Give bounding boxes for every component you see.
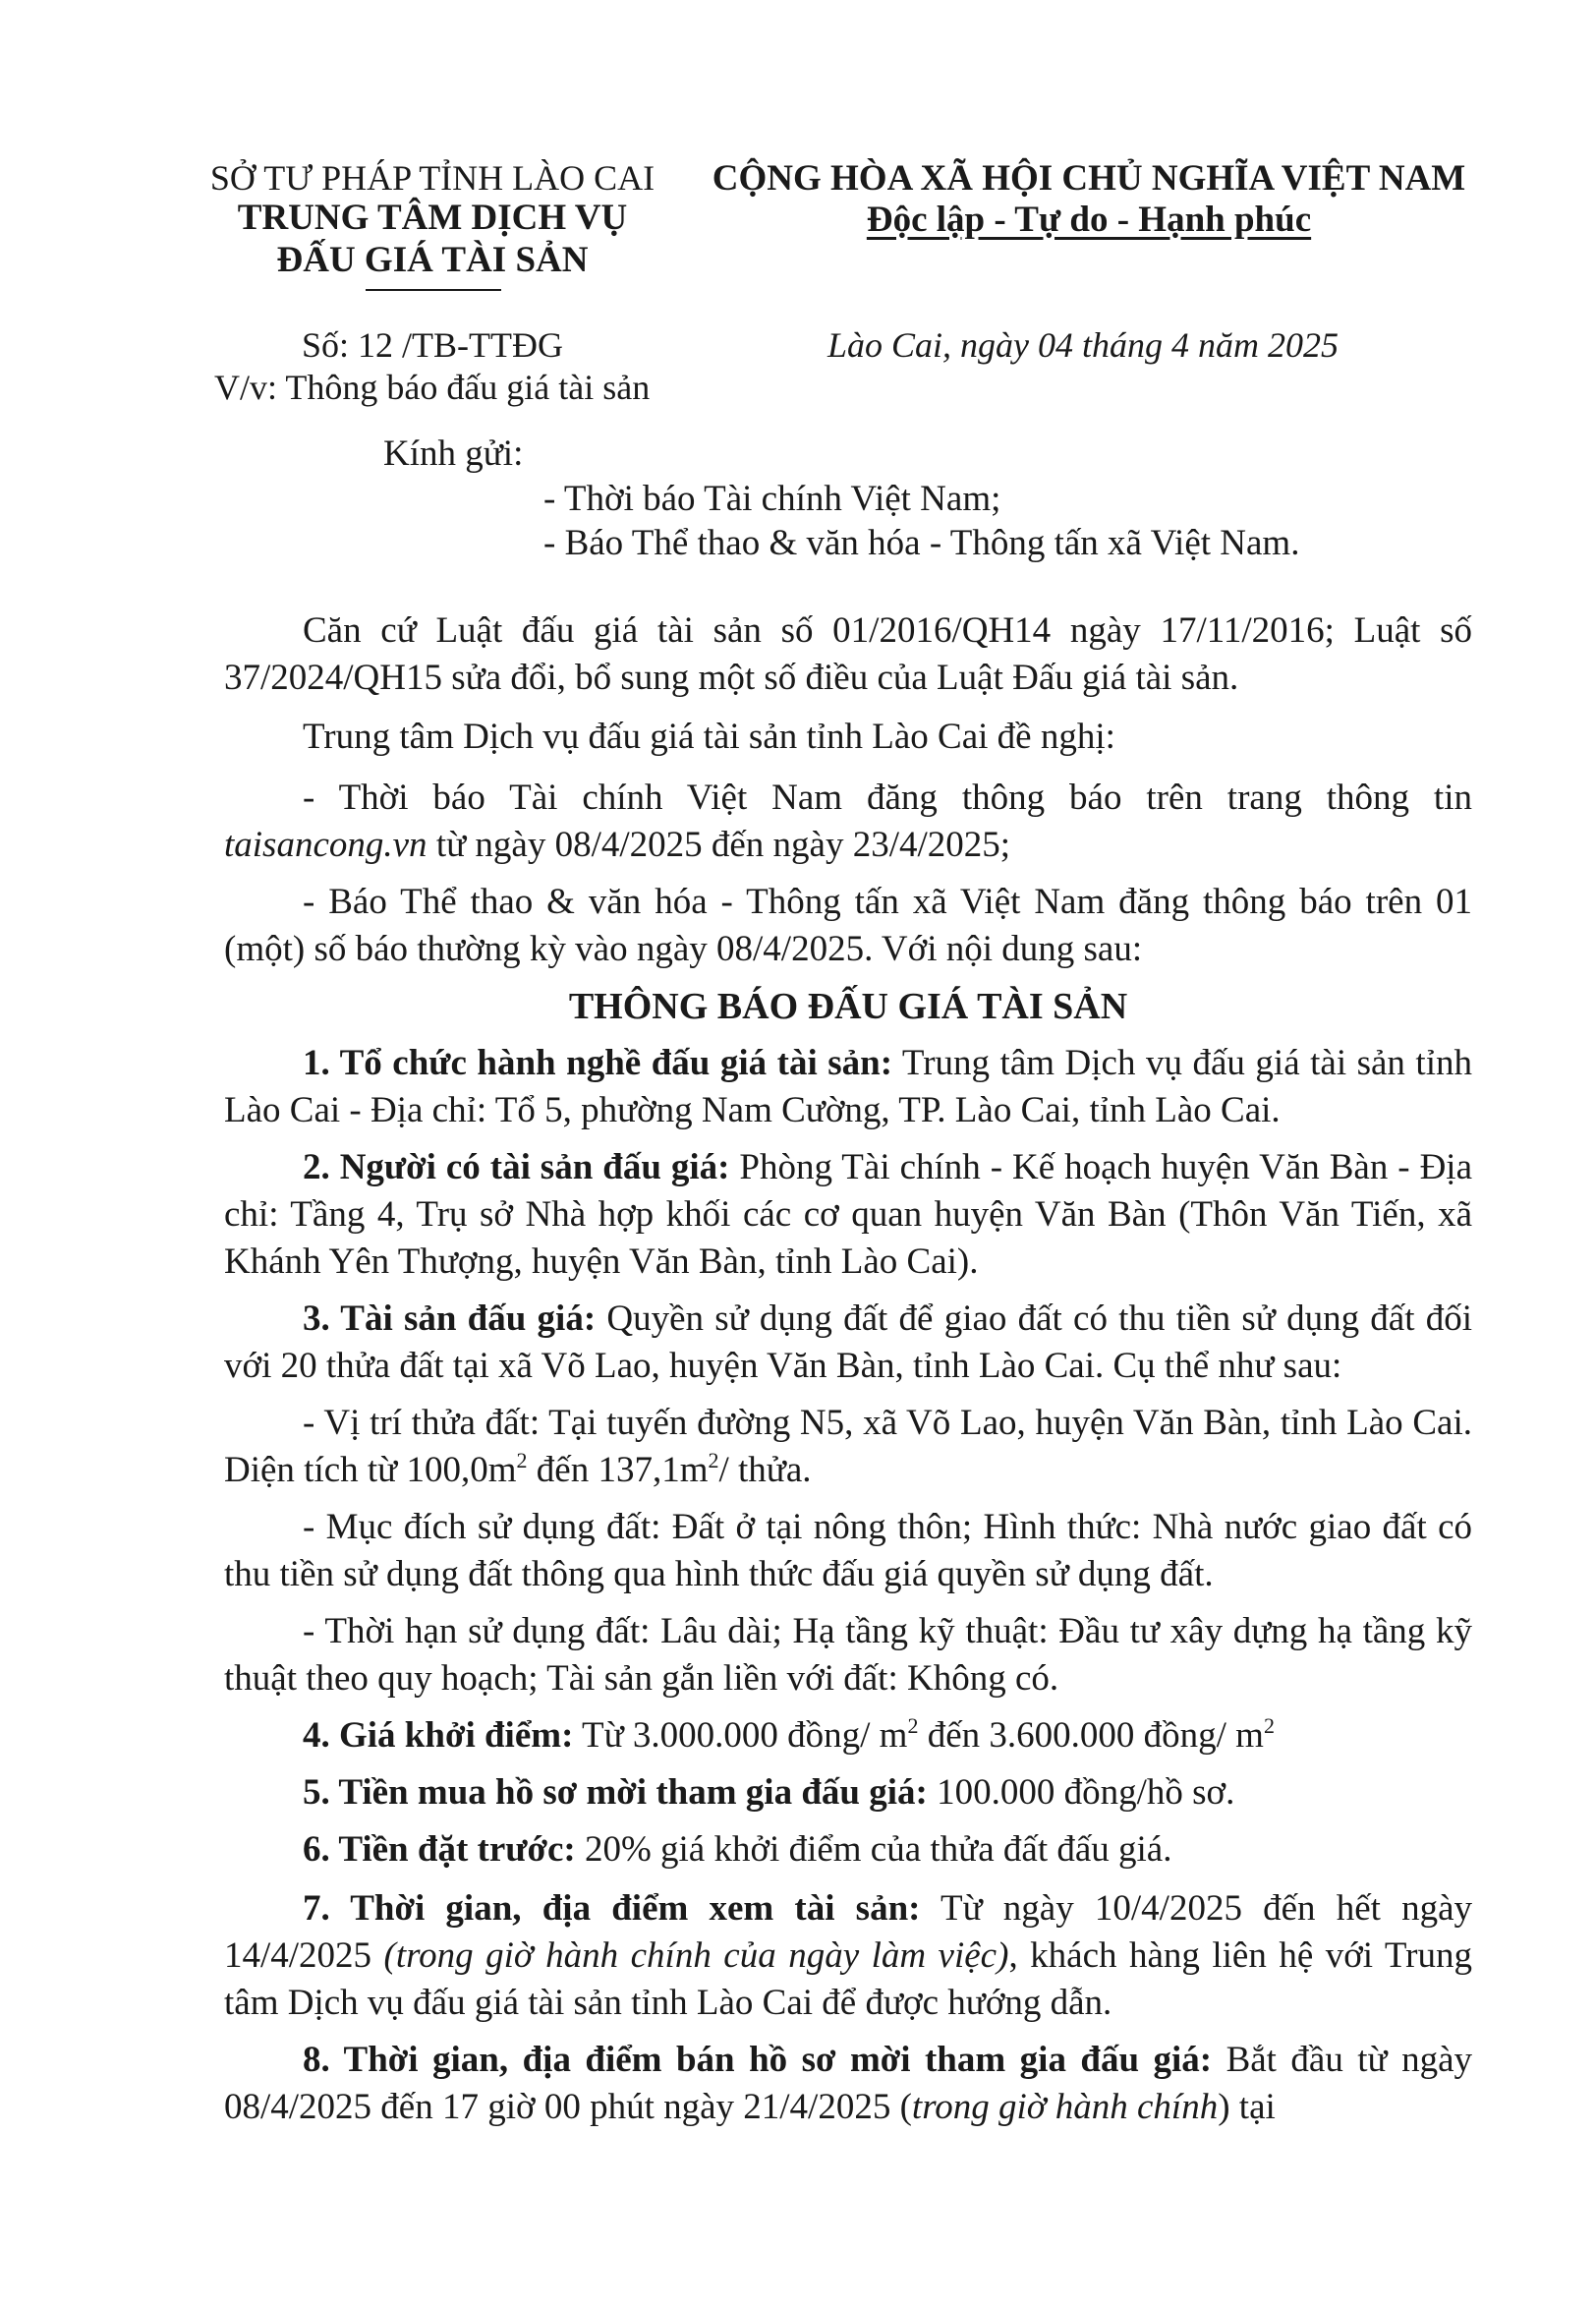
section-3-auction-asset: 3. Tài sản đấu giá: Quyền sử dụng đất để giao đất có thu tiền sử dụng đất đối với 20 thửa đất tại xã Võ Lao, huyện Văn Bàn, tỉnh Lào Cai. Cụ thể như sau:	[224, 1298, 1472, 1386]
section-4-starting-price: 4. Giá khởi điểm: Từ 3.000.000 đồng/ $m^2$ đến 3.600.000 đồng/ $m^2$	[303, 1713, 1275, 1756]
country-name: CỘNG HÒA XÃ HỘI CHỦ NGHĨA VIỆT NAM	[712, 158, 1466, 199]
recipient-item: - Báo Thể thao & văn hóa - Thông tấn xã Việt Nam.	[543, 523, 1300, 563]
recipient-salutation: Kính gửi:	[383, 433, 524, 474]
finance-times-request: - Thời báo Tài chính Việt Nam đăng thông báo trên trang thông tin taisancong.vn từ ngày 08/4/2025 đến ngày 23/4/2025;	[224, 778, 1472, 865]
section-5-dossier-fee: 5. Tiền mua hồ sơ mời tham gia đấu giá: 100.000 đồng/hồ sơ.	[303, 1772, 1235, 1813]
section-3-land-term: - Thời hạn sử dụng đất: Lâu dài; Hạ tầng kỹ thuật: Đầu tư xây dựng hạ tầng kỹ thuật theo quy hoạch; Tài sản gắn liền với đất: Không có.	[224, 1611, 1472, 1699]
section-7-viewing-time: 7. Thời gian, địa điểm xem tài sản: Từ ngày 10/4/2025 đến hết ngày 14/4/2025 (trong giờ hành chính của ngày làm việc), khách hàng liên hệ với Trung tâm Dịch vụ đấu giá tài sản tỉnh Lào Cai để được hướng dẫn.	[224, 1888, 1472, 2023]
issuing-organization-line1: TRUNG TÂM DỊCH VỤ	[237, 198, 628, 238]
section-8-dossier-sale: 8. Thời gian, địa điểm bán hồ sơ mời tham gia đấu giá: Bắt đầu từ ngày 08/4/2025 đến 17 giờ 00 phút ngày 21/4/2025 (trong giờ hành chính) tại	[224, 2040, 1472, 2127]
document-number: Số: 12 /TB-TTĐG	[302, 325, 563, 365]
document-date: Lào Cai, ngày 04 tháng 4 năm 2025	[827, 325, 1340, 365]
section-3-land-purpose: - Mục đích sử dụng đất: Đất ở tại nông thôn; Hình thức: Nhà nước giao đất có thu tiền sử dụng đất thông qua hình thức đấu giá quyền sử dụng đất.	[224, 1507, 1472, 1594]
website-name: taisancong.vn	[224, 825, 428, 865]
section-6-deposit: 6. Tiền đặt trước: 20% giá khởi điểm của thửa đất đấu giá.	[303, 1829, 1172, 1870]
legal-basis-paragraph: Căn cứ Luật đấu giá tài sản số 01/2016/QH14 ngày 17/11/2016; Luật số 37/2024/QH15 sửa đổi, bổ sung một số điều của Luật Đấu giá tài sản.	[224, 610, 1472, 698]
notice-title: THÔNG BÁO ĐẤU GIÁ TÀI SẢN	[568, 986, 1128, 1027]
sports-culture-request: - Báo Thể thao & văn hóa - Thông tấn xã Việt Nam đăng thông báo trên 01 (một) số báo thường kỳ vào ngày 08/4/2025. Với nội dung sau:	[224, 882, 1472, 969]
issuing-department: SỞ TƯ PHÁP TỈNH LÀO CAI	[209, 158, 656, 198]
section-3-land-location: - Vị trí thửa đất: Tại tuyến đường N5, xã Võ Lao, huyện Văn Bàn, tỉnh Lào Cai. Diện tích từ $100,0m^2$ đến $137,1m^2/$ thửa.	[224, 1403, 1472, 1490]
request-paragraph: Trung tâm Dịch vụ đấu giá tài sản tỉnh Lào Cai đề nghị:	[303, 717, 1115, 757]
recipient-item: - Thời báo Tài chính Việt Nam;	[543, 479, 1001, 519]
issuing-organization-line2: ĐẤU GIÁ TÀI SẢN	[276, 240, 589, 280]
document-subject: V/v: Thông báo đấu giá tài sản	[214, 368, 651, 407]
header-left-underline	[366, 289, 501, 291]
section-2-asset-owner: 2. Người có tài sản đấu giá: Phòng Tài chính - Kế hoạch huyện Văn Bàn - Địa chỉ: Tầng 4, Trụ sở Nhà hợp khối các cơ quan huyện Văn Bàn (Thôn Văn Tiến, xã Khánh Yên Thượng, huyện Văn Bàn, tỉnh Lào Cai).	[224, 1147, 1472, 1282]
national-motto: Độc lập - Tự do - Hạnh phúc	[866, 200, 1312, 240]
section-1-auction-organization: 1. Tổ chức hành nghề đấu giá tài sản: Trung tâm Dịch vụ đấu giá tài sản tỉnh Lào Cai - Địa chỉ: Tổ 5, phường Nam Cường, TP. Lào Cai, tỉnh Lào Cai.	[224, 1043, 1472, 1130]
